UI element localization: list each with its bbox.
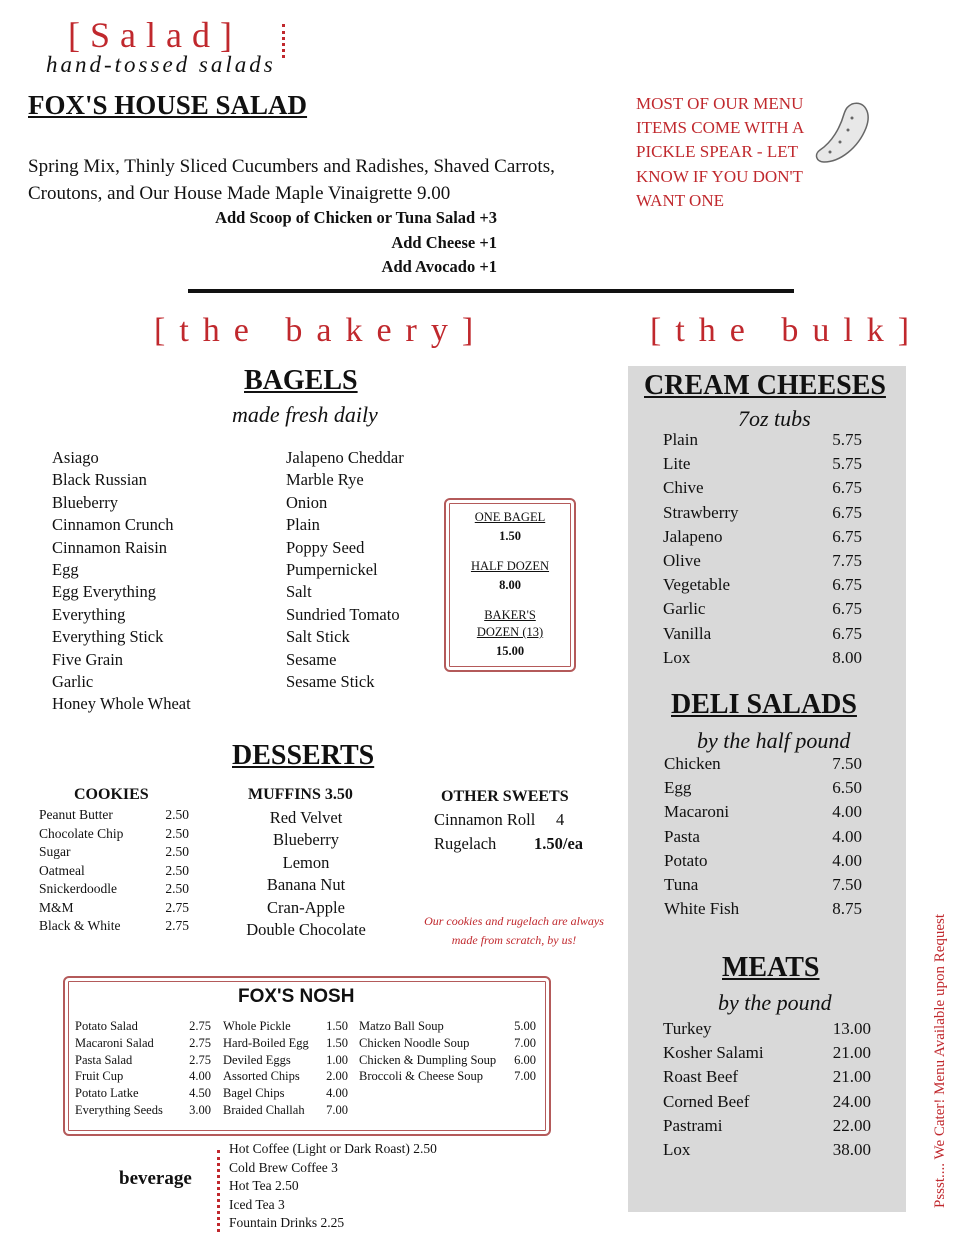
pickle-icon bbox=[812, 98, 874, 168]
bagel-item: Five Grain bbox=[52, 649, 124, 669]
bagel-item: Black Russian bbox=[52, 470, 147, 490]
nosh-item-price: 5.00 bbox=[514, 1019, 536, 1033]
cookie-item-name: Peanut Butter bbox=[39, 807, 113, 822]
bagel-item: Cinnamon Raisin bbox=[52, 537, 168, 557]
bagel-item: Marble Rye bbox=[286, 470, 364, 490]
meat-item bbox=[663, 1065, 871, 1089]
nosh-item-name: Assorted Chips bbox=[223, 1069, 300, 1084]
nosh-item bbox=[75, 1102, 211, 1119]
addon-item: Add Avocado +1 bbox=[381, 257, 497, 276]
cream-cheese-item-price: 5.75 bbox=[832, 430, 862, 449]
deli-salads-subtitle: by the half pound bbox=[697, 728, 851, 753]
cream-cheese-item-name: Plain bbox=[663, 430, 698, 449]
note-line: made from scratch, by us! bbox=[451, 933, 577, 947]
meat-item bbox=[663, 1017, 871, 1041]
cream-cheese-item-price: 6.75 bbox=[832, 623, 862, 643]
cream-cheese-item-name: Chive bbox=[663, 478, 704, 498]
nosh-item-price: 4.00 bbox=[189, 1069, 211, 1084]
muffins-list bbox=[226, 807, 386, 941]
cookie-item-name: M&M bbox=[39, 899, 74, 915]
section-divider bbox=[188, 289, 794, 293]
deli-salad-item-price: 8.75 bbox=[832, 899, 862, 919]
nosh-item-name: Broccoli & Cheese Soup bbox=[359, 1069, 483, 1084]
beverage-title: beverage bbox=[119, 1168, 192, 1189]
bagels-title: BAGELS bbox=[244, 365, 358, 396]
nosh-item-price: 2.75 bbox=[189, 1052, 211, 1067]
sweet-item-name: Rugelach bbox=[434, 834, 497, 853]
meat-item-name: Turkey bbox=[663, 1019, 712, 1038]
deli-salad-item bbox=[664, 800, 862, 824]
dotted-divider bbox=[217, 1150, 220, 1232]
house-salad-title: FOX'S HOUSE SALAD bbox=[28, 90, 308, 120]
one-bagel-label: ONE BAGEL bbox=[474, 510, 546, 524]
salad-subtitle: hand-tossed salads bbox=[46, 52, 276, 77]
deli-salad-item-name: Egg bbox=[664, 778, 692, 798]
bagel-item: Blueberry bbox=[52, 492, 118, 512]
cream-cheese-item-price: 6.75 bbox=[832, 478, 862, 498]
meat-item-name: Kosher Salami bbox=[663, 1043, 764, 1063]
half-dozen-price: 8.00 bbox=[499, 578, 521, 592]
deli-salad-item-name: Pasta bbox=[664, 826, 700, 846]
nosh-item-name: Fruit Cup bbox=[75, 1069, 124, 1084]
deli-salad-item-name: Potato bbox=[664, 850, 708, 870]
deli-salad-item-name: Chicken bbox=[664, 754, 721, 773]
nosh-item-price: 7.00 bbox=[514, 1069, 536, 1084]
cream-cheese-item-price: 5.75 bbox=[832, 454, 862, 474]
nosh-item bbox=[223, 1018, 348, 1035]
beverage-item: Hot Coffee (Light or Dark Roast) 2.50 bbox=[229, 1141, 437, 1156]
nosh-item-name: Pasta Salad bbox=[75, 1052, 133, 1067]
beverage-item: Fountain Drinks 2.25 bbox=[229, 1215, 345, 1231]
cream-cheese-list bbox=[663, 428, 862, 670]
meat-item-name: Corned Beef bbox=[663, 1091, 750, 1111]
cookies-title: COOKIES bbox=[74, 786, 149, 803]
cream-cheese-item-name: Vegetable bbox=[663, 575, 731, 595]
nosh-item-name: Whole Pickle bbox=[223, 1019, 291, 1033]
nosh-item-name: Matzo Ball Soup bbox=[359, 1019, 444, 1033]
cookie-item-price: 2.75 bbox=[165, 899, 189, 915]
cookie-item-name: Chocolate Chip bbox=[39, 825, 124, 841]
nosh-item-price: 7.00 bbox=[514, 1035, 536, 1050]
deli-salad-item bbox=[664, 897, 862, 921]
bagels-subtitle: made fresh daily bbox=[232, 402, 378, 427]
deli-salad-item bbox=[664, 776, 862, 800]
cream-cheese-item bbox=[663, 501, 862, 525]
cookie-item bbox=[39, 880, 189, 899]
sweet-item-name: Cinnamon Roll bbox=[434, 810, 536, 829]
bagel-item: Egg bbox=[52, 560, 79, 580]
meat-item-price: 24.00 bbox=[832, 1091, 871, 1111]
cream-cheese-item-price: 6.75 bbox=[832, 526, 862, 546]
meat-item bbox=[663, 1138, 871, 1162]
meats-subtitle: by the pound bbox=[718, 990, 832, 1015]
note-line: WANT ONE bbox=[636, 190, 724, 210]
bagel-item: Everything Stick bbox=[52, 627, 164, 647]
deli-salad-item-price: 4.00 bbox=[832, 826, 862, 846]
nosh-item bbox=[223, 1085, 348, 1102]
cream-cheese-item-name: Strawberry bbox=[663, 502, 739, 522]
deli-salads-title: DELI SALADS bbox=[671, 689, 857, 720]
nosh-item bbox=[223, 1052, 348, 1069]
bagel-list-col1 bbox=[52, 447, 191, 716]
muffin-item: Banana Nut bbox=[266, 875, 346, 895]
meat-item-name: Pastrami bbox=[663, 1115, 723, 1135]
cookie-item-name: Oatmeal bbox=[39, 862, 85, 878]
half-dozen-label: HALF DOZEN bbox=[470, 559, 550, 573]
sweet-item bbox=[434, 808, 590, 832]
bagel-item: Salt Stick bbox=[286, 627, 350, 647]
nosh-item-price: 1.50 bbox=[326, 1019, 348, 1033]
cream-cheese-item-name: Vanilla bbox=[663, 623, 712, 643]
meat-item-price: 21.00 bbox=[832, 1043, 871, 1063]
meat-item bbox=[663, 1090, 871, 1114]
nosh-item-price: 1.50 bbox=[326, 1035, 348, 1050]
meats-list bbox=[663, 1017, 871, 1162]
cookie-item-price: 2.50 bbox=[165, 807, 189, 822]
muffin-item: Blueberry bbox=[273, 830, 339, 850]
cookies-list bbox=[39, 806, 189, 936]
cookie-item-price: 2.50 bbox=[165, 825, 189, 841]
cream-cheese-item bbox=[663, 646, 862, 670]
beverage-item: Iced Tea 3 bbox=[229, 1196, 285, 1212]
bakers-dozen-label: DOZEN (13) bbox=[476, 625, 544, 639]
deli-salad-item-price: 4.00 bbox=[832, 850, 862, 870]
beverage-item: Hot Tea 2.50 bbox=[229, 1178, 299, 1194]
bagel-list-col2 bbox=[286, 447, 404, 693]
cookie-item-price: 2.50 bbox=[165, 844, 189, 859]
nosh-item-price: 1.00 bbox=[326, 1052, 348, 1067]
meat-item-price: 13.00 bbox=[832, 1019, 871, 1038]
nosh-item-name: Hard-Boiled Egg bbox=[223, 1035, 309, 1050]
nosh-item-price: 4.00 bbox=[326, 1086, 348, 1101]
cookie-item-price: 2.50 bbox=[165, 881, 189, 896]
nosh-col3 bbox=[359, 1018, 536, 1085]
nosh-item-name: Everything Seeds bbox=[75, 1102, 163, 1117]
meat-item-name: Lox bbox=[663, 1140, 691, 1160]
bagel-item: Egg Everything bbox=[52, 582, 157, 602]
scratch-note bbox=[400, 912, 628, 950]
nosh-item bbox=[75, 1035, 211, 1052]
deli-salad-item bbox=[664, 873, 862, 897]
bagel-pricing-box bbox=[444, 498, 576, 672]
cookie-item-name: Snickerdoodle bbox=[39, 881, 117, 896]
other-sweets-title: OTHER SWEETS bbox=[441, 788, 569, 805]
nosh-item-name: Potato Latke bbox=[75, 1086, 139, 1101]
nosh-item bbox=[75, 1085, 211, 1102]
cream-cheese-item-name: Lox bbox=[663, 647, 691, 667]
cream-cheese-item-name: Olive bbox=[663, 551, 701, 571]
bagel-item: Jalapeno Cheddar bbox=[286, 448, 404, 467]
cream-cheese-item-price: 8.00 bbox=[832, 647, 862, 667]
nosh-item bbox=[223, 1102, 348, 1119]
nosh-item-price: 2.75 bbox=[189, 1035, 211, 1050]
cookie-item bbox=[39, 917, 189, 936]
nosh-item-name: Chicken & Dumpling Soup bbox=[359, 1052, 497, 1067]
cream-cheese-item-name: Lite bbox=[663, 454, 691, 474]
meat-item-name: Roast Beef bbox=[663, 1067, 739, 1087]
bagel-item: Cinnamon Crunch bbox=[52, 515, 174, 535]
bagel-item: Onion bbox=[286, 492, 328, 512]
meat-item-price: 38.00 bbox=[832, 1140, 871, 1160]
cater-note: Pssst.... We Cater! Menu Available upon Request bbox=[932, 913, 948, 1208]
bakery-section-title: [the bakery] bbox=[154, 312, 488, 349]
bagel-item: Salt bbox=[286, 582, 312, 602]
cream-cheeses-title: CREAM CHEESES bbox=[644, 370, 886, 401]
meat-item-price: 21.00 bbox=[832, 1067, 871, 1087]
deli-salad-item bbox=[664, 752, 862, 776]
one-bagel-price: 1.50 bbox=[499, 529, 521, 543]
muffin-item: Lemon bbox=[282, 852, 330, 872]
nosh-item-name: Macaroni Salad bbox=[75, 1035, 154, 1050]
cookie-item bbox=[39, 825, 189, 844]
cookie-item-name: Black & White bbox=[39, 918, 121, 933]
note-line: ITEMS COME WITH A bbox=[636, 118, 805, 138]
bagel-item: Sundried Tomato bbox=[286, 604, 400, 624]
cookie-item bbox=[39, 862, 189, 881]
bagel-item: Everything bbox=[52, 604, 126, 624]
dotted-divider bbox=[282, 24, 285, 58]
sweet-item-price: 4 bbox=[556, 810, 565, 829]
desc-line: Croutons, and Our House Made Maple Vinaigrette 9.00 bbox=[28, 183, 451, 204]
desc-line: Spring Mix, Thinly Sliced Cucumbers and Radishes, Shaved Carrots, bbox=[28, 156, 555, 177]
nosh-item bbox=[75, 1018, 211, 1035]
nosh-item bbox=[359, 1052, 536, 1069]
deli-salad-item bbox=[664, 825, 862, 849]
cream-cheese-item-name: Jalapeno bbox=[663, 526, 723, 546]
cream-cheese-item-name: Garlic bbox=[663, 599, 706, 619]
cream-cheese-item-price: 7.75 bbox=[832, 551, 862, 571]
deli-salad-item-price: 6.50 bbox=[832, 778, 862, 798]
cream-cheese-item-price: 6.75 bbox=[832, 599, 862, 619]
nosh-item bbox=[223, 1035, 348, 1052]
cream-cheese-item bbox=[663, 597, 862, 621]
beverage-list bbox=[229, 1140, 437, 1233]
nosh-item bbox=[359, 1068, 536, 1085]
bagel-item: Poppy Seed bbox=[286, 537, 365, 557]
bagel-item: Sesame bbox=[286, 649, 337, 669]
nosh-item-name: Bagel Chips bbox=[223, 1086, 285, 1101]
cream-cheese-item bbox=[663, 476, 862, 500]
nosh-col2 bbox=[223, 1018, 348, 1119]
bagel-item: Pumpernickel bbox=[286, 560, 378, 580]
meat-item bbox=[663, 1114, 871, 1138]
deli-salad-item-name: White Fish bbox=[664, 899, 740, 919]
meat-item bbox=[663, 1041, 871, 1065]
cream-cheese-item bbox=[663, 525, 862, 549]
nosh-item-price: 2.00 bbox=[326, 1069, 348, 1084]
nosh-item-name: Chicken Noodle Soup bbox=[359, 1035, 470, 1050]
deli-salads-list bbox=[664, 752, 862, 921]
cream-cheese-item bbox=[663, 573, 862, 597]
bagel-item: Honey Whole Wheat bbox=[52, 694, 191, 714]
deli-salad-item-price: 7.50 bbox=[832, 754, 862, 773]
muffin-item: Double Chocolate bbox=[246, 920, 366, 940]
muffins-title: MUFFINS 3.50 bbox=[248, 786, 353, 803]
cream-cheese-item-price: 6.75 bbox=[832, 502, 862, 522]
muffin-item: Cran-Apple bbox=[267, 897, 345, 917]
nosh-item bbox=[75, 1068, 211, 1085]
note-line: KNOW IF YOU DON'T bbox=[636, 166, 803, 186]
meat-item-price: 22.00 bbox=[832, 1115, 871, 1135]
cookie-item bbox=[39, 806, 189, 825]
deli-salad-item-name: Macaroni bbox=[664, 802, 730, 822]
bulk-section-title: [the bulk] bbox=[650, 312, 924, 349]
nosh-item bbox=[359, 1018, 536, 1035]
salad-section-title: [Salad] bbox=[68, 15, 242, 55]
note-line: PICKLE SPEAR - LET bbox=[636, 142, 798, 162]
bagel-item: Plain bbox=[286, 515, 320, 535]
sweet-item bbox=[434, 832, 590, 856]
deli-salad-item-price: 7.50 bbox=[832, 875, 862, 895]
nosh-item-name: Potato Salad bbox=[75, 1019, 138, 1033]
nosh-item-price: 4.50 bbox=[189, 1086, 211, 1101]
addon-item: Add Scoop of Chicken or Tuna Salad +3 bbox=[215, 208, 497, 227]
cookie-item-price: 2.50 bbox=[165, 862, 189, 878]
note-line: Our cookies and rugelach are always bbox=[424, 914, 604, 928]
cream-cheese-item bbox=[663, 622, 862, 646]
house-salad-desc bbox=[28, 153, 555, 207]
meats-title: MEATS bbox=[722, 952, 820, 983]
nosh-item-name: Deviled Eggs bbox=[223, 1052, 291, 1067]
nosh-item bbox=[75, 1052, 211, 1069]
nosh-item-price: 2.75 bbox=[189, 1019, 211, 1033]
cream-cheese-item bbox=[663, 428, 862, 452]
beverage-item: Cold Brew Coffee 3 bbox=[229, 1159, 338, 1175]
cream-cheeses-subtitle: 7oz tubs bbox=[738, 406, 811, 431]
nosh-item-price: 3.00 bbox=[189, 1102, 211, 1117]
cookie-item-price: 2.75 bbox=[165, 918, 189, 933]
cookie-item bbox=[39, 899, 189, 918]
deli-salad-item bbox=[664, 849, 862, 873]
nosh-title: FOX'S NOSH bbox=[238, 986, 355, 1007]
bakers-dozen-label: BAKER'S bbox=[484, 608, 536, 622]
nosh-item-price: 6.00 bbox=[514, 1052, 536, 1067]
nosh-item-price: 7.00 bbox=[326, 1102, 348, 1117]
nosh-item-name: Braided Challah bbox=[223, 1102, 305, 1117]
muffin-item: Red Velvet bbox=[269, 808, 343, 827]
addon-item: Add Cheese +1 bbox=[391, 232, 497, 252]
note-line: MOST OF OUR MENU bbox=[636, 94, 804, 113]
bagel-item: Asiago bbox=[52, 448, 99, 467]
nosh-item bbox=[359, 1035, 536, 1052]
bakers-dozen-price: 15.00 bbox=[495, 644, 525, 658]
desserts-title: DESSERTS bbox=[232, 740, 375, 771]
bagel-item: Garlic bbox=[52, 672, 94, 692]
cookie-item-name: Sugar bbox=[39, 844, 71, 859]
house-salad-addons bbox=[215, 206, 497, 280]
sweet-item-price: 1.50/ea bbox=[534, 834, 584, 853]
nosh-col1 bbox=[75, 1018, 211, 1119]
pickle-note bbox=[636, 92, 804, 213]
deli-salad-item-price: 4.00 bbox=[832, 802, 862, 822]
other-sweets-list bbox=[434, 808, 590, 856]
cream-cheese-item bbox=[663, 452, 862, 476]
nosh-item bbox=[223, 1068, 348, 1085]
cream-cheese-item-price: 6.75 bbox=[832, 575, 862, 595]
cookie-item bbox=[39, 843, 189, 862]
bagel-item: Sesame Stick bbox=[286, 672, 375, 692]
deli-salad-item-name: Tuna bbox=[664, 875, 699, 895]
cream-cheese-item bbox=[663, 549, 862, 573]
